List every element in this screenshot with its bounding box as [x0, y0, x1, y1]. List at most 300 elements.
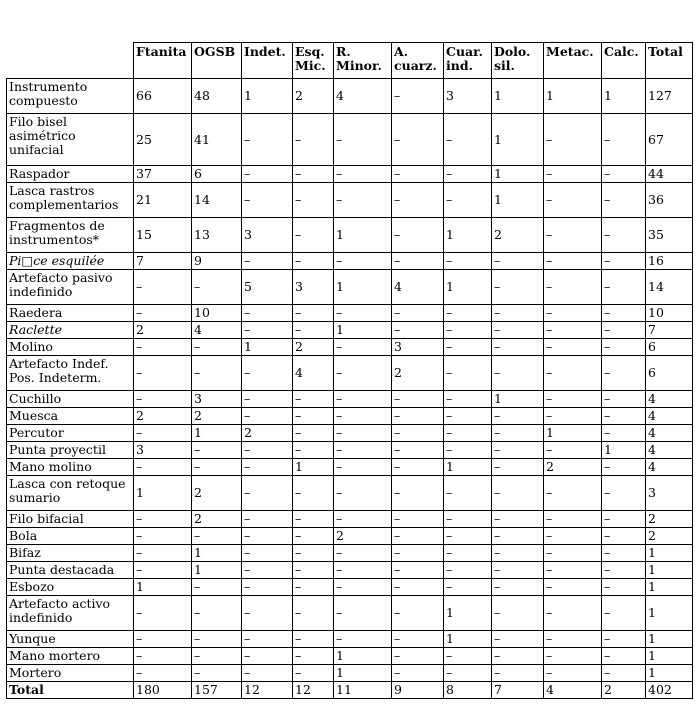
table-cell: 3	[444, 79, 492, 114]
table-cell: –	[444, 356, 492, 391]
table-cell: –	[192, 665, 242, 682]
table-cell: 36	[646, 183, 693, 218]
table-cell: 35	[646, 218, 693, 253]
total-value: 4	[544, 682, 602, 699]
table-body	[7, 79, 693, 682]
total-value: 12	[293, 682, 334, 699]
table-cell: –	[242, 562, 293, 579]
table-cell: –	[602, 218, 646, 253]
table-cell: –	[492, 253, 544, 270]
table-cell: –	[242, 166, 293, 183]
table-cell: 3	[192, 391, 242, 408]
row-label: Percutor	[7, 425, 134, 442]
table-cell: –	[492, 356, 544, 391]
row-label: Raclette	[7, 322, 134, 339]
table-cell: –	[392, 648, 444, 665]
table-cell: 1	[334, 218, 392, 253]
table-cell: –	[602, 166, 646, 183]
table-cell: –	[242, 545, 293, 562]
table-row	[7, 648, 693, 665]
table-cell: 2	[492, 218, 544, 253]
table-cell: –	[334, 596, 392, 631]
table-cell: –	[293, 183, 334, 218]
table-cell: –	[392, 545, 444, 562]
table-cell: –	[492, 545, 544, 562]
table-cell: –	[242, 183, 293, 218]
table-cell: –	[242, 408, 293, 425]
table-cell: –	[444, 425, 492, 442]
table-row	[7, 322, 693, 339]
table-cell: 1	[334, 648, 392, 665]
table-cell: –	[544, 408, 602, 425]
table-cell: –	[492, 579, 544, 596]
table-cell: 2	[646, 528, 693, 545]
table-cell: –	[392, 391, 444, 408]
table-cell: 7	[134, 253, 192, 270]
table-cell: –	[293, 631, 334, 648]
table-cell: –	[444, 442, 492, 459]
table-cell: –	[444, 183, 492, 218]
table-cell: –	[392, 511, 444, 528]
table-cell: –	[602, 631, 646, 648]
table-cell: –	[134, 511, 192, 528]
table-cell: –	[334, 183, 392, 218]
table-cell: –	[492, 528, 544, 545]
table-cell: –	[134, 545, 192, 562]
table-cell: –	[134, 562, 192, 579]
row-label: Cuchillo	[7, 391, 134, 408]
row-label: Mano molino	[7, 459, 134, 476]
row-label: Fragmentos de instrumentos*	[7, 218, 134, 253]
table-cell: 3	[392, 339, 444, 356]
table-cell: 1	[492, 114, 544, 166]
table-cell: –	[492, 476, 544, 511]
table-cell: –	[392, 528, 444, 545]
table-cell: 1	[444, 459, 492, 476]
table-row	[7, 596, 693, 631]
table-cell: 10	[646, 305, 693, 322]
table-cell: 41	[192, 114, 242, 166]
table-cell: 1	[544, 79, 602, 114]
table-cell: –	[242, 511, 293, 528]
table-cell: –	[492, 631, 544, 648]
table-cell: –	[293, 648, 334, 665]
table-cell: –	[492, 459, 544, 476]
table-row	[7, 218, 693, 253]
table-cell: –	[444, 391, 492, 408]
table-cell: –	[444, 114, 492, 166]
total-value: 8	[444, 682, 492, 699]
table-row	[7, 183, 693, 218]
table-cell: –	[444, 579, 492, 596]
table-cell: –	[602, 579, 646, 596]
table-cell: 2	[392, 356, 444, 391]
table-cell: 2	[293, 339, 334, 356]
row-label: Molino	[7, 339, 134, 356]
table-cell: –	[544, 218, 602, 253]
table-cell: –	[134, 356, 192, 391]
table-row	[7, 511, 693, 528]
table-cell: 2	[134, 322, 192, 339]
table-cell: 1	[444, 631, 492, 648]
table-cell: –	[242, 528, 293, 545]
table-cell: –	[444, 305, 492, 322]
table-cell: –	[334, 253, 392, 270]
table-cell: 1	[492, 183, 544, 218]
table-cell: –	[293, 425, 334, 442]
table-cell: 1	[192, 425, 242, 442]
table-cell: –	[134, 459, 192, 476]
table-cell: 7	[646, 322, 693, 339]
col-header-dolo-sil: Dolo. sil.	[492, 43, 544, 79]
table-cell: –	[293, 545, 334, 562]
table-cell: –	[392, 665, 444, 682]
table-cell: –	[242, 648, 293, 665]
table-cell: –	[242, 391, 293, 408]
table-cell: –	[334, 579, 392, 596]
table-cell: –	[492, 511, 544, 528]
table-cell: 1	[242, 79, 293, 114]
table-cell: 3	[134, 442, 192, 459]
table-cell: 4	[646, 442, 693, 459]
table-cell: –	[192, 442, 242, 459]
table-cell: 4	[646, 408, 693, 425]
table-cell: –	[392, 562, 444, 579]
table-cell: 15	[134, 218, 192, 253]
table-cell: 2	[646, 511, 693, 528]
table-cell: –	[334, 562, 392, 579]
table-cell: –	[242, 476, 293, 511]
table-cell: –	[392, 631, 444, 648]
table-cell: 1	[646, 596, 693, 631]
table-cell: 1	[444, 596, 492, 631]
table-cell: 3	[293, 270, 334, 305]
table-cell: 1	[646, 562, 693, 579]
table-row	[7, 166, 693, 183]
table-row	[7, 391, 693, 408]
table-cell: –	[444, 322, 492, 339]
table-cell: 1	[444, 270, 492, 305]
total-row	[7, 682, 693, 699]
table-cell: –	[392, 442, 444, 459]
table-cell: –	[334, 511, 392, 528]
table-cell: –	[544, 305, 602, 322]
table-cell: 1	[544, 425, 602, 442]
table-cell: –	[392, 476, 444, 511]
table-cell: –	[544, 511, 602, 528]
row-label: Lasca con retoque sumario	[7, 476, 134, 511]
table-cell: –	[242, 114, 293, 166]
table-cell: 1	[646, 631, 693, 648]
table-cell: 14	[192, 183, 242, 218]
table-cell: 10	[192, 305, 242, 322]
table-cell: –	[134, 528, 192, 545]
row-label: Artefacto pasivo indefinido	[7, 270, 134, 305]
col-header-calc: Calc.	[602, 43, 646, 79]
table-cell: –	[544, 665, 602, 682]
table-cell: –	[192, 459, 242, 476]
table-row	[7, 339, 693, 356]
table-cell: –	[134, 665, 192, 682]
table-cell: –	[392, 183, 444, 218]
table-cell: –	[392, 579, 444, 596]
table-cell: –	[242, 322, 293, 339]
table-cell: –	[544, 579, 602, 596]
table-cell: –	[602, 562, 646, 579]
table-cell: –	[544, 356, 602, 391]
table-cell: –	[444, 545, 492, 562]
table-cell: –	[334, 391, 392, 408]
col-header-cuar-ind: Cuar. ind.	[444, 43, 492, 79]
table-cell: 3	[242, 218, 293, 253]
table-row	[7, 442, 693, 459]
col-header-ogsb: OGSB	[192, 43, 242, 79]
col-header-total: Total	[646, 43, 693, 79]
row-label: Mortero	[7, 665, 134, 682]
table-cell: –	[242, 631, 293, 648]
table-cell: –	[392, 322, 444, 339]
table-row	[7, 356, 693, 391]
table-cell: –	[293, 528, 334, 545]
table-cell: –	[602, 459, 646, 476]
row-label: Raedera	[7, 305, 134, 322]
table-cell: 6	[646, 339, 693, 356]
row-label: Filo bifacial	[7, 511, 134, 528]
table-cell: –	[602, 511, 646, 528]
table-cell: –	[602, 528, 646, 545]
table-row	[7, 476, 693, 511]
table-row	[7, 425, 693, 442]
table-cell: –	[492, 596, 544, 631]
table-cell: –	[192, 528, 242, 545]
table-cell: 4	[334, 79, 392, 114]
table-cell: 1	[334, 270, 392, 305]
table-cell: –	[544, 545, 602, 562]
table-cell: –	[192, 270, 242, 305]
row-label: Punta destacada	[7, 562, 134, 579]
table-cell: 1	[134, 579, 192, 596]
table-cell: –	[134, 631, 192, 648]
table-cell: –	[134, 339, 192, 356]
row-label: Bola	[7, 528, 134, 545]
table-cell: 1	[192, 545, 242, 562]
table-cell: –	[134, 596, 192, 631]
col-header-esq-mic: Esq. Mic.	[293, 43, 334, 79]
table-cell: –	[242, 459, 293, 476]
table-row	[7, 114, 693, 166]
table-cell: –	[334, 114, 392, 166]
row-label: Raspador	[7, 166, 134, 183]
table-cell: 2	[293, 79, 334, 114]
table-cell: –	[444, 511, 492, 528]
table-cell: –	[444, 166, 492, 183]
table-cell: 4	[646, 391, 693, 408]
table-row	[7, 562, 693, 579]
table-cell: –	[334, 166, 392, 183]
table-cell: –	[544, 631, 602, 648]
table-cell: –	[602, 476, 646, 511]
table-cell: –	[293, 408, 334, 425]
table-cell: 25	[134, 114, 192, 166]
total-value: 2	[602, 682, 646, 699]
table-cell: –	[334, 442, 392, 459]
row-label: Filo bisel asimétrico unifacial	[7, 114, 134, 166]
table-cell: –	[334, 356, 392, 391]
table-cell: 1	[646, 648, 693, 665]
table-cell: –	[334, 459, 392, 476]
table-cell: 1	[334, 665, 392, 682]
row-label: Instrumento compuesto	[7, 79, 134, 114]
table-row	[7, 253, 693, 270]
table-cell: –	[334, 425, 392, 442]
table-cell: –	[242, 665, 293, 682]
table-row	[7, 408, 693, 425]
table-cell: –	[602, 648, 646, 665]
table-cell: 1	[444, 218, 492, 253]
total-value: 9	[392, 682, 444, 699]
table-cell: –	[392, 114, 444, 166]
table-cell: –	[192, 631, 242, 648]
table-cell: 1	[602, 79, 646, 114]
table-cell: –	[444, 339, 492, 356]
table-cell: –	[192, 596, 242, 631]
table-cell: –	[392, 459, 444, 476]
table-cell: –	[293, 562, 334, 579]
table-cell: –	[444, 408, 492, 425]
table-cell: 1	[334, 322, 392, 339]
table-cell: –	[334, 545, 392, 562]
table-cell: –	[602, 305, 646, 322]
table-cell: 37	[134, 166, 192, 183]
table-cell: 1	[646, 579, 693, 596]
table-cell: –	[242, 596, 293, 631]
table-cell: 2	[544, 459, 602, 476]
table-cell: –	[392, 166, 444, 183]
total-value: 7	[492, 682, 544, 699]
table-cell: 44	[646, 166, 693, 183]
table-cell: –	[492, 562, 544, 579]
table-row	[7, 665, 693, 682]
table-cell: –	[293, 114, 334, 166]
table-cell: –	[134, 305, 192, 322]
table-cell: 1	[134, 476, 192, 511]
table-cell: –	[293, 218, 334, 253]
row-label: Punta proyectil	[7, 442, 134, 459]
table-cell: –	[242, 253, 293, 270]
table-cell: –	[444, 528, 492, 545]
table-cell: –	[492, 339, 544, 356]
col-header-a-cuarz: A. cuarz.	[392, 43, 444, 79]
table-cell: –	[192, 339, 242, 356]
table-cell: –	[293, 166, 334, 183]
table-cell: 6	[646, 356, 693, 391]
table-cell: –	[242, 579, 293, 596]
table-cell: 4	[192, 322, 242, 339]
table-cell: 5	[242, 270, 293, 305]
table-cell: –	[192, 648, 242, 665]
row-label: Bifaz	[7, 545, 134, 562]
table-cell: –	[444, 476, 492, 511]
table-cell: 14	[646, 270, 693, 305]
row-label: Muesca	[7, 408, 134, 425]
table-cell: 2	[192, 511, 242, 528]
table-cell: –	[293, 391, 334, 408]
table-cell: 1	[492, 166, 544, 183]
table-cell: 66	[134, 79, 192, 114]
table-cell: –	[602, 183, 646, 218]
table-cell: –	[192, 356, 242, 391]
table-cell: 2	[192, 408, 242, 425]
table-cell: 127	[646, 79, 693, 114]
table-cell: –	[544, 562, 602, 579]
table-cell: –	[293, 322, 334, 339]
table-cell: –	[544, 648, 602, 665]
table-cell: 13	[192, 218, 242, 253]
table-cell: 1	[492, 391, 544, 408]
table-cell: –	[293, 442, 334, 459]
table-cell: –	[444, 648, 492, 665]
table-cell: –	[602, 253, 646, 270]
table-cell: –	[544, 166, 602, 183]
table-row	[7, 270, 693, 305]
table-cell: –	[544, 596, 602, 631]
total-value: 180	[134, 682, 192, 699]
total-label: Total	[7, 682, 134, 699]
table-cell: –	[544, 391, 602, 408]
table-cell: –	[334, 408, 392, 425]
table-cell: –	[192, 579, 242, 596]
table-cell: –	[544, 253, 602, 270]
table-cell: –	[492, 408, 544, 425]
table-cell: –	[544, 476, 602, 511]
table-cell: –	[602, 596, 646, 631]
table-row	[7, 545, 693, 562]
table-cell: –	[392, 253, 444, 270]
table-cell: –	[334, 339, 392, 356]
table-cell: 2	[192, 476, 242, 511]
table-cell: 4	[646, 459, 693, 476]
table-cell: –	[242, 442, 293, 459]
artifact-table	[6, 42, 693, 699]
table-cell: –	[293, 476, 334, 511]
table-cell: 2	[134, 408, 192, 425]
table-cell: –	[544, 339, 602, 356]
table-cell: –	[492, 305, 544, 322]
table-cell: –	[392, 596, 444, 631]
col-header-metac: Metac.	[544, 43, 602, 79]
table-row	[7, 528, 693, 545]
table-cell: 9	[192, 253, 242, 270]
table-cell: –	[602, 665, 646, 682]
table-cell: –	[492, 322, 544, 339]
row-label: Esbozo	[7, 579, 134, 596]
table-cell: –	[602, 425, 646, 442]
table-cell: –	[392, 305, 444, 322]
row-label: Artefacto Indef. Pos. Indeterm.	[7, 356, 134, 391]
table-cell: 1	[492, 79, 544, 114]
table-cell: 21	[134, 183, 192, 218]
table-cell: 1	[242, 339, 293, 356]
table-cell: –	[492, 425, 544, 442]
table-cell: 4	[293, 356, 334, 391]
table-cell: –	[242, 305, 293, 322]
table-cell: –	[392, 425, 444, 442]
table-cell: –	[444, 253, 492, 270]
row-label: Lasca rastros complementarios	[7, 183, 134, 218]
table-cell: –	[602, 322, 646, 339]
table-cell: –	[392, 408, 444, 425]
table-cell: 6	[192, 166, 242, 183]
